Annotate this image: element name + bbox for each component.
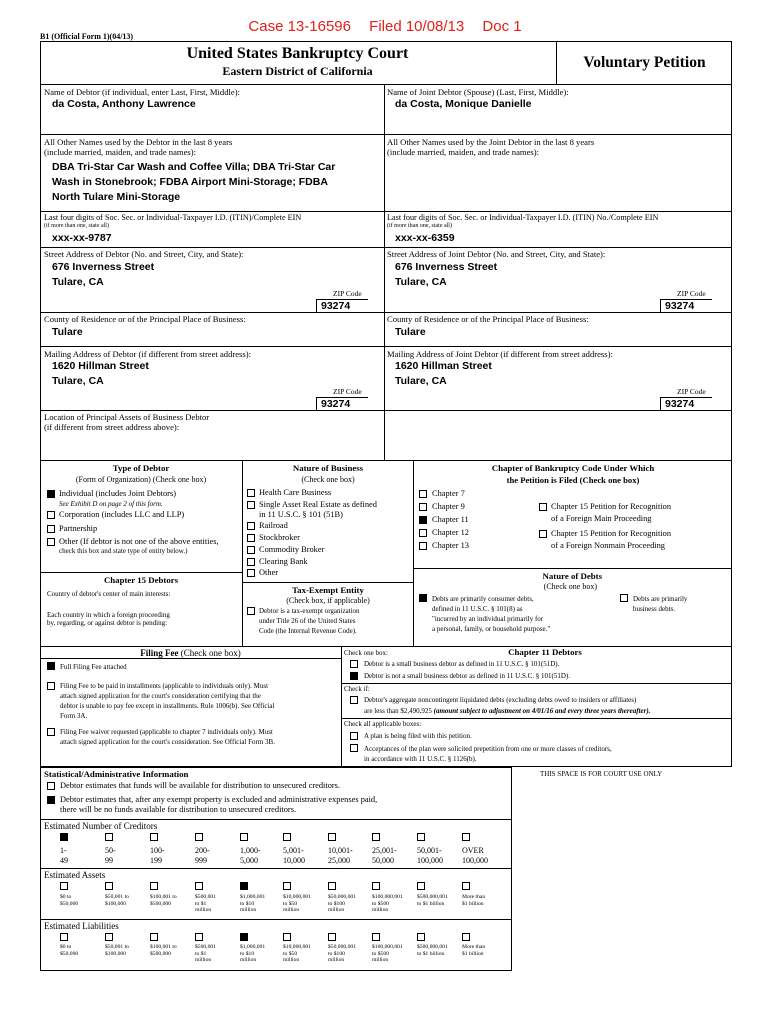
debtor-zip-label: ZIP Code <box>333 289 362 298</box>
chapter-code-subtitle: the Petition is Filed (Check one box) <box>506 475 640 485</box>
liabilities-option-4: $1,000,001 to $10 million <box>240 944 266 963</box>
ch11-check-one: Check one box: <box>344 649 388 657</box>
checkbox-business-debts[interactable] <box>620 594 628 602</box>
checkbox-chapter-2[interactable] <box>419 516 427 524</box>
assets-checkbox-9[interactable] <box>462 882 470 890</box>
liabilities-option-9: More than $1 billion <box>462 944 486 957</box>
liabilities-checkbox-5[interactable] <box>283 933 291 941</box>
option-chapter-4: Chapter 13 <box>432 541 469 550</box>
checkbox-chapter-1[interactable] <box>419 503 427 511</box>
debtor-ssn: xxx-xx-9787 <box>52 232 112 244</box>
column-divider <box>242 460 243 646</box>
rule <box>40 247 732 248</box>
checkbox-business-4[interactable] <box>247 534 255 542</box>
checkbox-installments[interactable] <box>47 682 55 690</box>
debtor-name: da Costa, Anthony Lawrence <box>52 98 196 110</box>
option-business-7: Other <box>259 568 279 577</box>
assets-checkbox-0[interactable] <box>60 882 68 890</box>
liabilities-option-5: $10,000,001 to $50 million <box>283 944 311 963</box>
debtor-street-label: Street Address of Debtor (No. and Street, City, and State): <box>44 249 244 259</box>
debtor-name-label: Name of Debtor (if individual, enter Last, First, Middle): <box>44 87 240 97</box>
court-use-only: THIS SPACE IS FOR COURT USE ONLY <box>540 770 663 778</box>
liabilities-checkbox-1[interactable] <box>105 933 113 941</box>
ch11-title: Chapter 11 Debtors <box>508 647 582 657</box>
assets-option-3: $500,001 to $1 million <box>195 894 216 913</box>
rule <box>341 683 732 684</box>
joint-mailing-label: Mailing Address of Joint Debtor (if different from street address): <box>387 349 613 359</box>
checkbox-business-0[interactable] <box>247 489 255 497</box>
checkbox-fee-waiver[interactable] <box>47 728 55 736</box>
location-assets-label: Location of Principal Assets of Business Debtor (if different from street address above): <box>44 412 210 432</box>
creditors-checkbox-8[interactable] <box>417 833 425 841</box>
option-not-small-business: Debtor is not a small business debtor as defined in 11 U.S.C. § 101(51D). <box>364 672 571 680</box>
option-installments: Filing Fee to be paid in installments (applicable to individuals only). Must attach signed application for the court's consideration certifying that the debtor is unable to pay fee except in installments. Rule 1006(b). See Official Form 3A. <box>60 682 275 720</box>
debtor-other-names-label: All Other Names used by the Debtor in the last 8 years (include married, maiden, and trade names): <box>44 137 233 157</box>
tax-exempt-text: Debtor is a tax-exempt organization under Title 26 of the United States Code (the Internal Revenue Code). <box>259 607 360 635</box>
joint-street-label: Street Address of Joint Debtor (No. and Street, City, and State): <box>387 249 606 259</box>
checkbox-partnership[interactable] <box>47 525 55 533</box>
checkbox-not-small-business[interactable] <box>350 672 358 680</box>
joint-mailing: 1620 Hillman Street Tulare, CA <box>395 360 492 387</box>
checkbox-plan-filed[interactable] <box>350 732 358 740</box>
checkbox-full-fee[interactable] <box>47 662 55 670</box>
nature-business-subtitle: (Check one box) <box>301 475 355 484</box>
creditors-checkbox-0[interactable] <box>60 833 68 841</box>
checkbox-other-entity[interactable] <box>47 538 55 546</box>
column-divider <box>384 84 385 460</box>
type-of-debtor-title: Type of Debtor <box>112 463 170 473</box>
rule <box>40 410 732 411</box>
rule <box>40 919 512 920</box>
debtor-mailing-zip: 93274 <box>316 397 368 410</box>
assets-option-5: $10,000,001 to $50 million <box>283 894 311 913</box>
option-chapter-0: Chapter 7 <box>432 489 465 498</box>
checkbox-chapter-4[interactable] <box>419 542 427 550</box>
debtor-street: 676 Inverness Street Tulare, CA <box>52 261 155 288</box>
creditors-checkbox-2[interactable] <box>150 833 158 841</box>
assets-checkbox-6[interactable] <box>328 882 336 890</box>
debtor-ssn-label: Last four digits of Soc. Sec. or Individual-Taxpayer I.D. (ITIN)/Complete EIN <box>44 213 302 222</box>
assets-option-4: $1,000,001 to $10 million <box>240 894 266 913</box>
joint-county: Tulare <box>395 326 426 338</box>
checkbox-chapter15-nonmain[interactable] <box>539 530 547 538</box>
debtor-mailing-label: Mailing Address of Debtor (if different from street address): <box>44 349 251 359</box>
creditors-option-7: 25,001- 50,000 <box>372 846 397 865</box>
liabilities-option-8: $500,000,001 to $1 billion <box>417 944 448 957</box>
checkbox-small-business[interactable] <box>350 660 358 668</box>
checkbox-funds-available[interactable] <box>47 782 55 790</box>
checkbox-consumer-debts[interactable] <box>419 594 427 602</box>
rule <box>40 460 732 461</box>
option-corporation: Corporation (includes LLC and LLP) <box>59 510 185 519</box>
creditors-option-5: 5,001- 10,000 <box>283 846 305 865</box>
creditors-checkbox-7[interactable] <box>372 833 380 841</box>
joint-mailing-zip: 93274 <box>660 397 712 410</box>
option-chapter15-main: Chapter 15 Petition for Recognition of a Foreign Main Proceeding <box>551 502 672 523</box>
debtor-county-label: County of Residence or of the Principal Place of Business: <box>44 314 246 324</box>
option-business-3: Railroad <box>259 521 288 530</box>
option-other-entity-note: check this box and state type of entity below.) <box>59 547 188 555</box>
option-plan-filed: A plan is being filed with this petition. <box>364 732 472 740</box>
liabilities-title: Estimated Liabilities <box>44 921 119 931</box>
joint-other-names-label: All Other Names used by the Joint Debtor in the last 8 years (include married, maiden, and trade names): <box>387 137 595 157</box>
rule <box>40 868 512 869</box>
option-business-1: Single Asset Real Estate as defined <box>259 500 377 509</box>
joint-zip-label: ZIP Code <box>677 289 706 298</box>
rule <box>242 582 413 583</box>
assets-option-6: $50,000,001 to $100 million <box>328 894 356 913</box>
option-business-6: Clearing Bank <box>259 557 308 566</box>
option-fee-waiver: Filing Fee waiver requested (applicable to chapter 7 individuals only). Must attach signed application for the court's consideration. See Official Form 3B. <box>60 728 275 746</box>
assets-option-1: $50,001 to $100,000 <box>105 894 129 907</box>
assets-checkbox-5[interactable] <box>283 882 291 890</box>
rule <box>341 718 732 719</box>
creditors-checkbox-9[interactable] <box>462 833 470 841</box>
option-business-debts: Debts are primarily business debts. <box>633 595 688 613</box>
joint-ssn: xxx-xx-6359 <box>395 232 455 244</box>
option-aggregate-debts-2: are less than $2,490,925 (amount subject to adjustment on 4/01/16 and every three years thereafter). <box>364 707 651 715</box>
debtor-zip: 93274 <box>316 299 368 312</box>
chapter15-each-country: Each country in which a foreign proceeding by, regarding, or against debtor is pending: <box>47 611 170 627</box>
rule <box>40 312 732 313</box>
ch11-check-all: Check all applicable boxes: <box>344 720 422 728</box>
creditors-option-3: 200- 999 <box>195 846 210 865</box>
option-business-2: in 11 U.S.C. § 101 (51B) <box>259 510 343 519</box>
creditors-checkbox-1[interactable] <box>105 833 113 841</box>
creditors-checkbox-6[interactable] <box>328 833 336 841</box>
joint-ssn-label: Last four digits of Soc. Sec. or Individual-Taxpayer I.D. (ITIN) No./Complete EIN <box>387 213 659 222</box>
assets-checkbox-4[interactable] <box>240 882 248 890</box>
assets-title: Estimated Assets <box>44 870 106 880</box>
liabilities-checkbox-0[interactable] <box>60 933 68 941</box>
liabilities-checkbox-9[interactable] <box>462 933 470 941</box>
creditors-checkbox-5[interactable] <box>283 833 291 841</box>
liabilities-option-7: $100,000,001 to $500 million <box>372 944 403 963</box>
creditors-option-2: 100- 199 <box>150 846 165 865</box>
rule <box>40 819 512 820</box>
liabilities-option-2: $100,001 to $500,000 <box>150 944 177 957</box>
checkbox-business-7[interactable] <box>247 569 255 577</box>
chapter-code-title: Chapter of Bankruptcy Code Under Which <box>491 463 655 473</box>
form-identifier: B1 (Official Form 1)(04/13) <box>40 32 134 41</box>
assets-checkbox-2[interactable] <box>150 882 158 890</box>
creditors-option-6: 10,001- 25,000 <box>328 846 353 865</box>
individual-note: See Exhibit D on page 2 of this form. <box>59 500 163 508</box>
stats-title: Statistical/Administrative Information <box>44 769 189 779</box>
checkbox-individual[interactable] <box>47 490 55 498</box>
assets-checkbox-1[interactable] <box>105 882 113 890</box>
tax-exempt-title: Tax-Exempt Entity <box>292 585 364 595</box>
liabilities-option-0: $0 to $50,000 <box>60 944 79 957</box>
checkbox-acceptances[interactable] <box>350 744 358 752</box>
assets-option-9: More than $1 billion <box>462 894 486 907</box>
option-no-funds: Debtor estimates that, after any exempt property is excluded and administrative expenses paid, there will be no funds available for distribution to unsecured creditors. <box>60 795 378 814</box>
liabilities-option-1: $50,001 to $100,000 <box>105 944 129 957</box>
option-small-business: Debtor is a small business debtor as defined in 11 U.S.C. § 101(51D). <box>364 660 560 668</box>
checkbox-chapter-3[interactable] <box>419 529 427 537</box>
checkbox-business-5[interactable] <box>247 546 255 554</box>
checkbox-business-3[interactable] <box>247 522 255 530</box>
option-business-5: Commodity Broker <box>259 545 325 554</box>
debtor-mailing-zip-label: ZIP Code <box>333 387 362 396</box>
liabilities-option-3: $500,001 to $1 million <box>195 944 216 963</box>
filed-date: Filed 10/08/13 <box>369 18 465 35</box>
creditors-option-4: 1,000- 5,000 <box>240 846 261 865</box>
option-partnership: Partnership <box>59 524 98 533</box>
case-number: Case 13-16596 <box>248 18 351 35</box>
liabilities-checkbox-7[interactable] <box>372 933 380 941</box>
liabilities-checkbox-6[interactable] <box>328 933 336 941</box>
creditors-option-0: 1- 49 <box>60 846 68 865</box>
checkbox-chapter15-main[interactable] <box>539 503 547 511</box>
checkbox-no-funds[interactable] <box>47 796 55 804</box>
tax-exempt-subtitle: (Check box, if applicable) <box>286 596 370 605</box>
assets-option-7: $100,000,001 to $500 million <box>372 894 403 913</box>
filing-fee-title: Filing Fee (Check one box) <box>140 648 241 658</box>
debtor-ssn-note: (if more than one, state all) <box>44 223 109 229</box>
joint-county-label: County of Residence or of the Principal Place of Business: <box>387 314 589 324</box>
checkbox-tax-exempt[interactable] <box>247 607 255 615</box>
debtor-county: Tulare <box>52 326 83 338</box>
option-acceptances: Acceptances of the plan were solicited prepetition from one or more classes of creditors, in accordance with 11 U.S.C. § 1126(b). <box>364 745 612 763</box>
rule <box>40 211 732 212</box>
type-of-debtor-subtitle: (Form of Organization) (Check one box) <box>75 475 207 484</box>
creditors-option-9: OVER 100,000 <box>462 846 488 865</box>
assets-checkbox-8[interactable] <box>417 882 425 890</box>
debtor-other-names: DBA Tri-Star Car Wash and Coffee Villa; DBA Tri-Star Car Wash in Stonebrook; FDBA Airport Mini-Storage; FDBA North Tulare Mini-Storage <box>52 161 336 203</box>
assets-checkbox-3[interactable] <box>195 882 203 890</box>
nature-business-title: Nature of Business <box>292 463 364 473</box>
rule <box>40 134 732 135</box>
assets-option-2: $100,001 to $500,000 <box>150 894 177 907</box>
creditors-option-1: 50- 99 <box>105 846 116 865</box>
assets-option-8: $500,000,001 to $1 billion <box>417 894 448 907</box>
assets-checkbox-7[interactable] <box>372 882 380 890</box>
joint-street: 676 Inverness Street Tulare, CA <box>395 261 498 288</box>
liabilities-checkbox-8[interactable] <box>417 933 425 941</box>
column-divider <box>413 460 414 646</box>
option-individual: Individual (includes Joint Debtors) <box>59 489 176 498</box>
option-aggregate-debts: Debtor's aggregate noncontingent liquidated debts (excluding debts owed to insiders or affiliates) <box>364 696 637 704</box>
column-divider <box>341 646 342 768</box>
joint-zip: 93274 <box>660 299 712 312</box>
petition-type: Voluntary Petition <box>583 54 706 71</box>
creditors-checkbox-4[interactable] <box>240 833 248 841</box>
checkbox-business-1[interactable] <box>247 501 255 509</box>
checkbox-aggregate-debts[interactable] <box>350 696 358 704</box>
liabilities-checkbox-4[interactable] <box>240 933 248 941</box>
rule <box>40 572 242 573</box>
court-title: United States Bankruptcy Court <box>186 45 409 62</box>
liabilities-checkbox-3[interactable] <box>195 933 203 941</box>
joint-mailing-zip-label: ZIP Code <box>677 387 706 396</box>
doc-number: Doc 1 <box>482 18 522 35</box>
option-chapter-2: Chapter 11 <box>432 515 469 524</box>
debtor-mailing: 1620 Hillman Street Tulare, CA <box>52 360 149 387</box>
option-funds-available: Debtor estimates that funds will be available for distribution to unsecured creditors. <box>60 781 341 790</box>
chapter15-country: Country of debtor's center of main interests: <box>47 590 171 598</box>
rule <box>40 658 341 659</box>
assets-option-0: $0 to $50,000 <box>60 894 79 907</box>
court-district: Eastern District of California <box>222 64 373 78</box>
liabilities-checkbox-2[interactable] <box>150 933 158 941</box>
option-chapter15-nonmain: Chapter 15 Petition for Recognition of a Foreign Nonmain Proceeding <box>551 529 672 550</box>
option-other-entity: Other (If debtor is not one of the above entities, <box>59 537 219 546</box>
checkbox-corporation[interactable] <box>47 511 55 519</box>
option-business-4: Stockbroker <box>259 533 300 542</box>
checkbox-business-6[interactable] <box>247 558 255 566</box>
rule <box>413 568 732 569</box>
rule <box>40 346 732 347</box>
checkbox-chapter-0[interactable] <box>419 490 427 498</box>
joint-name: da Costa, Monique Danielle <box>395 98 532 110</box>
option-chapter-1: Chapter 9 <box>432 502 465 511</box>
creditors-title: Estimated Number of Creditors <box>44 821 158 831</box>
creditors-option-8: 50,001- 100,000 <box>417 846 443 865</box>
option-consumer-debts: Debts are primarily consumer debts, defined in 11 U.S.C. § 101(8) as "incurred by an individual primarily for a personal, family, or household purpose." <box>432 595 551 633</box>
rule <box>40 646 732 647</box>
rule <box>40 84 732 85</box>
nature-debts-title: Nature of Debts <box>542 571 602 581</box>
joint-ssn-note: (if more than one, state all) <box>387 223 452 229</box>
chapter15-title: Chapter 15 Debtors <box>103 575 179 585</box>
ch11-check-if: Check if: <box>344 685 370 693</box>
option-business-0: Health Care Business <box>259 488 332 497</box>
nature-debts-subtitle: (Check one box) <box>543 582 597 591</box>
joint-name-label: Name of Joint Debtor (Spouse) (Last, First, Middle): <box>387 87 569 97</box>
option-chapter-3: Chapter 12 <box>432 528 469 537</box>
liabilities-option-6: $50,000,001 to $100 million <box>328 944 356 963</box>
creditors-checkbox-3[interactable] <box>195 833 203 841</box>
option-full-fee: Full Filing Fee attached <box>60 663 127 671</box>
